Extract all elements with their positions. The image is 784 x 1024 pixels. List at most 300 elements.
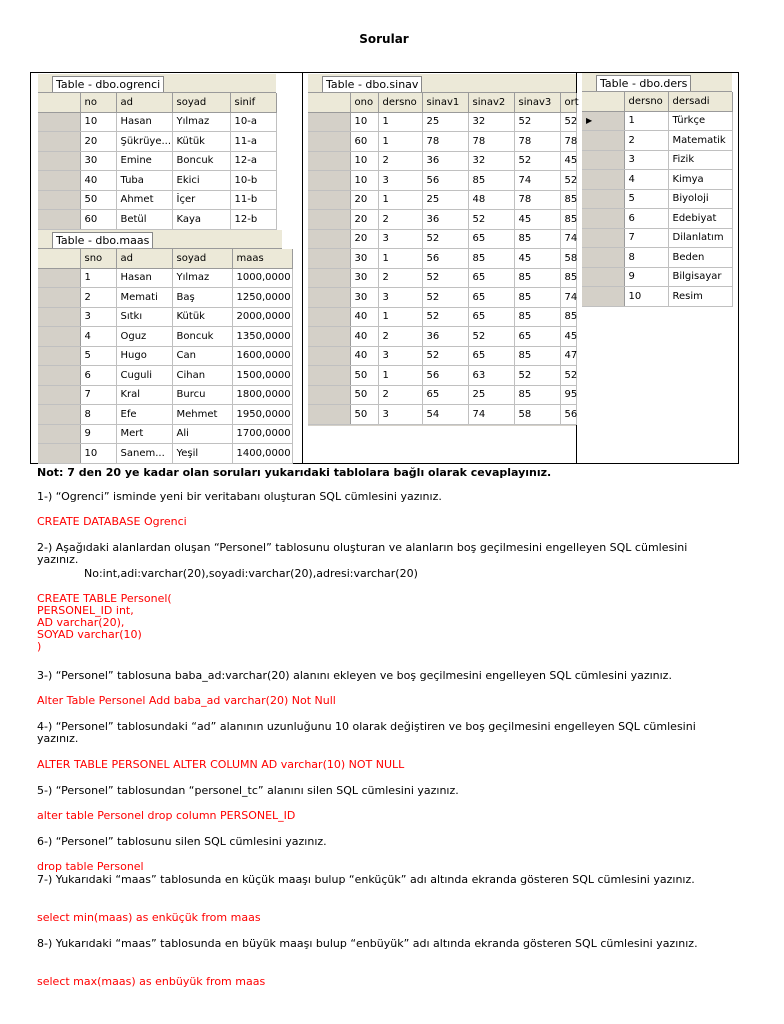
row-selector[interactable]: [308, 288, 350, 308]
table-cell[interactable]: 12-b: [230, 210, 276, 230]
table-cell[interactable]: 3: [378, 288, 422, 308]
table-cell[interactable]: 10-a: [230, 112, 276, 132]
table-cell[interactable]: 3: [624, 150, 668, 170]
table-cell[interactable]: 85: [514, 346, 560, 366]
table-cell[interactable]: Kütük: [172, 132, 230, 152]
table-row[interactable]: [308, 268, 576, 288]
table-cell[interactable]: Biyoloji: [668, 189, 732, 209]
table-cell[interactable]: Yılmaz: [172, 268, 232, 288]
table-caption: [308, 74, 576, 93]
table-row[interactable]: [38, 112, 276, 132]
table-row[interactable]: [582, 228, 732, 248]
table-row[interactable]: [582, 170, 732, 190]
table-row[interactable]: [308, 366, 576, 386]
table-cell[interactable]: 7: [624, 228, 668, 248]
table-cell[interactable]: Türkçe: [668, 111, 732, 131]
table-cell[interactable]: 10: [350, 171, 378, 191]
table-cell[interactable]: 45: [514, 210, 560, 230]
table-cell[interactable]: 74: [468, 405, 514, 425]
table-cell[interactable]: Yeşil: [172, 444, 232, 464]
row-selector[interactable]: [308, 132, 350, 152]
table-cell[interactable]: 7: [80, 385, 116, 405]
column-header[interactable]: sinav1: [422, 93, 468, 112]
table-cell[interactable]: 52: [422, 288, 468, 308]
table-cell[interactable]: 10: [80, 112, 116, 132]
table-cell[interactable]: 25: [468, 385, 514, 405]
answer-6: drop table Personel: [37, 860, 144, 873]
table-row[interactable]: [38, 327, 292, 347]
table-cell[interactable]: Hasan: [116, 268, 172, 288]
table-cell[interactable]: 2: [378, 210, 422, 230]
row-selector[interactable]: [38, 307, 80, 327]
column-header[interactable]: no: [80, 93, 116, 112]
table-cell[interactable]: Mehmet: [172, 405, 232, 425]
table-cell[interactable]: 85: [514, 229, 560, 249]
header-row: [38, 93, 276, 112]
row-selector[interactable]: [38, 268, 80, 288]
table-cell[interactable]: 52: [422, 268, 468, 288]
table-cell[interactable]: 1250,0000: [232, 288, 292, 308]
table-row[interactable]: [38, 288, 292, 308]
table-cell[interactable]: 2: [378, 151, 422, 171]
table-cell[interactable]: 1: [378, 112, 422, 132]
row-selector[interactable]: [308, 151, 350, 171]
table-cell[interactable]: 3: [378, 405, 422, 425]
row-selector[interactable]: [582, 228, 624, 248]
table-cell[interactable]: 5: [80, 346, 116, 366]
frame-divider: [302, 72, 303, 464]
row-selector[interactable]: [38, 366, 80, 386]
table-cell[interactable]: 10: [350, 112, 378, 132]
table-cell[interactable]: 40: [350, 327, 378, 347]
table-cell[interactable]: 1700,0000: [232, 424, 292, 444]
table-cell[interactable]: 65: [468, 307, 514, 327]
table-cell[interactable]: Şükrüye...: [116, 132, 172, 152]
row-selector[interactable]: [308, 385, 350, 405]
table-cell[interactable]: 5: [624, 189, 668, 209]
table-cell[interactable]: 50: [350, 385, 378, 405]
table-cell[interactable]: 12-a: [230, 151, 276, 171]
table-cell[interactable]: 11-a: [230, 132, 276, 152]
table-cell[interactable]: 48: [468, 190, 514, 210]
table-cell[interactable]: 20: [350, 190, 378, 210]
table-row[interactable]: [308, 288, 576, 308]
table-row[interactable]: [38, 444, 292, 464]
table-row[interactable]: [308, 385, 576, 405]
row-selector[interactable]: [38, 132, 80, 152]
table-cell[interactable]: Can: [172, 346, 232, 366]
row-selector[interactable]: [582, 131, 624, 151]
row-selector[interactable]: [38, 112, 80, 132]
table-cell[interactable]: Baş: [172, 288, 232, 308]
table-cell[interactable]: 20: [350, 210, 378, 230]
table-cell[interactable]: 54: [422, 405, 468, 425]
table-cell[interactable]: 52: [514, 151, 560, 171]
table-cell[interactable]: Kaya: [172, 210, 230, 230]
column-header[interactable]: sno: [80, 249, 116, 268]
table-cell[interactable]: 45: [514, 249, 560, 269]
table-ogrenci: [38, 74, 276, 230]
table-cell[interactable]: 1: [624, 111, 668, 131]
table-cell[interactable]: 40: [80, 171, 116, 191]
table-cell[interactable]: 8: [624, 248, 668, 268]
table-cell[interactable]: 32: [468, 112, 514, 132]
row-selector[interactable]: [38, 288, 80, 308]
table-row[interactable]: [308, 171, 576, 191]
table-cell[interactable]: 52: [560, 112, 576, 132]
column-header[interactable]: sinav3: [514, 93, 560, 112]
table-cell[interactable]: 2: [378, 327, 422, 347]
table-caption: [582, 73, 732, 92]
table-row[interactable]: [308, 112, 576, 132]
table-cell[interactable]: 2: [378, 385, 422, 405]
table-cell[interactable]: 65: [468, 346, 514, 366]
table-row[interactable]: [308, 190, 576, 210]
table-cell[interactable]: 32: [468, 151, 514, 171]
row-selector[interactable]: [38, 210, 80, 230]
table-cell[interactable]: İçer: [172, 190, 230, 210]
table-caption-tab[interactable]: Table - dbo.sinav: [322, 76, 422, 92]
table-cell[interactable]: 85: [560, 210, 576, 230]
table-cell[interactable]: 1: [80, 268, 116, 288]
table-cell[interactable]: 52: [514, 112, 560, 132]
row-selector[interactable]: [308, 346, 350, 366]
table-cell[interactable]: 3: [80, 307, 116, 327]
row-selector[interactable]: [308, 307, 350, 327]
table-cell[interactable]: 78: [468, 132, 514, 152]
question-2-fields: No:int,adi:varchar(20),soyadi:varchar(20),adresi:varchar(20): [84, 567, 418, 580]
table-row[interactable]: [38, 307, 292, 327]
table-cell[interactable]: 1: [378, 366, 422, 386]
table-cell[interactable]: 30: [350, 249, 378, 269]
table-cell[interactable]: 1800,0000: [232, 385, 292, 405]
row-selector[interactable]: [308, 366, 350, 386]
table-row[interactable]: [582, 267, 732, 287]
row-selector[interactable]: [38, 171, 80, 191]
table-cell[interactable]: 52: [422, 346, 468, 366]
table-cell[interactable]: 45: [560, 151, 576, 171]
table-cell[interactable]: 52: [560, 171, 576, 191]
table-cell[interactable]: 60: [350, 132, 378, 152]
table-caption-tab[interactable]: Table - dbo.ders: [596, 75, 691, 91]
table-cell[interactable]: 74: [560, 229, 576, 249]
row-selector[interactable]: [582, 248, 624, 268]
table-ders: [582, 73, 732, 307]
table-cell[interactable]: 2: [378, 268, 422, 288]
row-selector[interactable]: [308, 249, 350, 269]
table-cell[interactable]: 6: [80, 366, 116, 386]
table-cell[interactable]: 9: [80, 424, 116, 444]
table-cell[interactable]: 3: [378, 346, 422, 366]
table-row[interactable]: [308, 210, 576, 230]
table-cell[interactable]: 10: [80, 444, 116, 464]
table-cell[interactable]: Boncuk: [172, 151, 230, 171]
table-cell[interactable]: 74: [514, 171, 560, 191]
table-row[interactable]: [38, 366, 292, 386]
table-row[interactable]: [38, 268, 292, 288]
table-cell[interactable]: Resim: [668, 287, 732, 307]
table-cell[interactable]: 47: [560, 346, 576, 366]
table-cell[interactable]: Ekici: [172, 171, 230, 191]
table-cell[interactable]: 6: [624, 209, 668, 229]
question-7: 7-) Yukarıdaki “maas” tablosunda en küçük maaşı bulup “enküçük” adı altında ekranda gösteren SQL cümlesini yazınız.: [37, 873, 695, 886]
table-cell[interactable]: 52: [422, 229, 468, 249]
table-cell[interactable]: 1600,0000: [232, 346, 292, 366]
table-cell[interactable]: 11-b: [230, 190, 276, 210]
table-cell[interactable]: 85: [560, 307, 576, 327]
table-row[interactable]: [308, 249, 576, 269]
data-grid: [38, 249, 293, 464]
table-cell[interactable]: 58: [560, 249, 576, 269]
row-selector-header: [38, 249, 80, 268]
table-row[interactable]: [582, 111, 732, 131]
table-cell[interactable]: 30: [80, 151, 116, 171]
table-cell[interactable]: Kral: [116, 385, 172, 405]
table-cell[interactable]: Cihan: [172, 366, 232, 386]
table-row[interactable]: [308, 229, 576, 249]
column-header[interactable]: ad: [116, 93, 172, 112]
table-row[interactable]: [308, 405, 576, 425]
table-cell[interactable]: 85: [560, 190, 576, 210]
column-header[interactable]: sinav2: [468, 93, 514, 112]
row-selector[interactable]: [38, 327, 80, 347]
table-cell[interactable]: 1: [378, 132, 422, 152]
table-cell[interactable]: Sıtkı: [116, 307, 172, 327]
table-cell[interactable]: Sanem...: [116, 444, 172, 464]
data-grid: [308, 93, 577, 425]
table-row[interactable]: [38, 171, 276, 191]
table-cell[interactable]: 58: [514, 405, 560, 425]
table-cell[interactable]: 1: [378, 307, 422, 327]
table-cell[interactable]: Bilgisayar: [668, 267, 732, 287]
row-selector[interactable]: [38, 424, 80, 444]
table-cell[interactable]: 10: [350, 151, 378, 171]
column-header[interactable]: ort: [560, 93, 576, 112]
table-cell[interactable]: 56: [560, 405, 576, 425]
table-cell[interactable]: Tuba: [116, 171, 172, 191]
row-selector[interactable]: [38, 405, 80, 425]
table-cell[interactable]: 85: [468, 171, 514, 191]
table-cell[interactable]: 85: [514, 288, 560, 308]
row-selector[interactable]: ▶: [582, 111, 624, 131]
table-cell[interactable]: 45: [560, 327, 576, 347]
column-header[interactable]: dersno: [624, 92, 668, 111]
table-cell[interactable]: 3: [378, 229, 422, 249]
table-cell[interactable]: 52: [560, 366, 576, 386]
table-cell[interactable]: 85: [468, 249, 514, 269]
row-selector[interactable]: [308, 210, 350, 230]
table-row[interactable]: [582, 248, 732, 268]
table-cell[interactable]: 1350,0000: [232, 327, 292, 347]
table-cell[interactable]: 3: [378, 171, 422, 191]
table-cell[interactable]: Kütük: [172, 307, 232, 327]
table-cell[interactable]: 78: [560, 132, 576, 152]
table-cell[interactable]: 85: [514, 385, 560, 405]
table-cell[interactable]: 50: [350, 366, 378, 386]
table-cell[interactable]: 1: [378, 190, 422, 210]
table-row[interactable]: [38, 151, 276, 171]
table-cell[interactable]: 65: [468, 268, 514, 288]
table-cell[interactable]: Emine: [116, 151, 172, 171]
table-cell[interactable]: 50: [80, 190, 116, 210]
table-cell[interactable]: 85: [514, 268, 560, 288]
table-cell[interactable]: 40: [350, 346, 378, 366]
table-cell[interactable]: 65: [514, 327, 560, 347]
table-row[interactable]: [308, 151, 576, 171]
table-cell[interactable]: Beden: [668, 248, 732, 268]
table-cell[interactable]: Dilanlatım: [668, 228, 732, 248]
table-row[interactable]: [308, 132, 576, 152]
table-cell[interactable]: Kimya: [668, 170, 732, 190]
table-cell[interactable]: Oguz: [116, 327, 172, 347]
table-cell[interactable]: 36: [422, 210, 468, 230]
row-selector[interactable]: [582, 287, 624, 307]
row-selector[interactable]: [38, 151, 80, 171]
table-cell[interactable]: 85: [560, 268, 576, 288]
table-cell[interactable]: 1400,0000: [232, 444, 292, 464]
column-header[interactable]: ono: [350, 93, 378, 112]
table-caption-tab[interactable]: Table - dbo.ogrenci: [52, 76, 164, 92]
table-row[interactable]: [38, 346, 292, 366]
table-cell[interactable]: 1: [378, 249, 422, 269]
row-selector-header: [582, 92, 624, 111]
row-selector[interactable]: [38, 346, 80, 366]
table-cell[interactable]: 36: [422, 327, 468, 347]
table-cell[interactable]: Memati: [116, 288, 172, 308]
table-cell[interactable]: Boncuk: [172, 327, 232, 347]
table-cell[interactable]: Edebiyat: [668, 209, 732, 229]
table-row[interactable]: [308, 307, 576, 327]
table-cell[interactable]: 78: [422, 132, 468, 152]
row-selector[interactable]: [308, 229, 350, 249]
table-cell[interactable]: 78: [514, 190, 560, 210]
row-selector[interactable]: [308, 405, 350, 425]
table-row[interactable]: [582, 150, 732, 170]
column-header[interactable]: soyad: [172, 93, 230, 112]
table-cell[interactable]: 56: [422, 171, 468, 191]
table-cell[interactable]: 2000,0000: [232, 307, 292, 327]
row-selector[interactable]: [582, 267, 624, 287]
table-cell[interactable]: Betül: [116, 210, 172, 230]
table-cell[interactable]: Efe: [116, 405, 172, 425]
table-row[interactable]: [38, 190, 276, 210]
table-row[interactable]: [38, 210, 276, 230]
table-cell[interactable]: 85: [514, 307, 560, 327]
table-cell[interactable]: Fizik: [668, 150, 732, 170]
table-row[interactable]: [38, 132, 276, 152]
row-selector[interactable]: [38, 385, 80, 405]
table-cell[interactable]: 10: [624, 287, 668, 307]
row-selector[interactable]: [308, 112, 350, 132]
table-cell[interactable]: 9: [624, 267, 668, 287]
table-cell[interactable]: 52: [468, 210, 514, 230]
table-cell[interactable]: 63: [468, 366, 514, 386]
table-cell[interactable]: 52: [468, 327, 514, 347]
table-cell[interactable]: 10-b: [230, 171, 276, 191]
table-cell[interactable]: 50: [350, 405, 378, 425]
table-cell[interactable]: 60: [80, 210, 116, 230]
table-cell[interactable]: 40: [350, 307, 378, 327]
row-selector[interactable]: [308, 190, 350, 210]
table-cell[interactable]: 25: [422, 112, 468, 132]
column-header[interactable]: dersadi: [668, 92, 732, 111]
table-cell[interactable]: 56: [422, 249, 468, 269]
table-cell[interactable]: Cuguli: [116, 366, 172, 386]
table-cell[interactable]: 30: [350, 268, 378, 288]
table-cell[interactable]: Matematik: [668, 131, 732, 151]
table-cell[interactable]: 1000,0000: [232, 268, 292, 288]
table-cell[interactable]: Ali: [172, 424, 232, 444]
table-cell[interactable]: 30: [350, 288, 378, 308]
table-row[interactable]: [38, 424, 292, 444]
table-cell[interactable]: Yılmaz: [172, 112, 230, 132]
row-selector[interactable]: [308, 268, 350, 288]
table-cell[interactable]: Ahmet: [116, 190, 172, 210]
table-cell[interactable]: 1950,0000: [232, 405, 292, 425]
table-cell[interactable]: 1500,0000: [232, 366, 292, 386]
column-header[interactable]: ad: [116, 249, 172, 268]
row-selector[interactable]: [582, 189, 624, 209]
table-cell[interactable]: Hugo: [116, 346, 172, 366]
table-row[interactable]: [38, 385, 292, 405]
row-selector[interactable]: [38, 444, 80, 464]
table-cell[interactable]: 8: [80, 405, 116, 425]
table-row[interactable]: [582, 209, 732, 229]
table-row[interactable]: [308, 327, 576, 347]
question-2: 2-) Aşağıdaki alanlardan oluşan “Personel” tablosunu oluşturan ve alanların boş geçilmesini engelleyen SQL cümlesini yazınız.: [37, 541, 688, 566]
table-cell[interactable]: 78: [514, 132, 560, 152]
row-selector[interactable]: [38, 190, 80, 210]
table-row[interactable]: [582, 131, 732, 151]
row-selector[interactable]: [582, 209, 624, 229]
table-cell[interactable]: 65: [422, 385, 468, 405]
table-cell[interactable]: 56: [422, 366, 468, 386]
table-cell[interactable]: Hasan: [116, 112, 172, 132]
header-row: [582, 92, 732, 111]
table-cell[interactable]: Burcu: [172, 385, 232, 405]
table-cell[interactable]: 36: [422, 151, 468, 171]
table-cell[interactable]: 20: [350, 229, 378, 249]
column-header[interactable]: maas: [232, 249, 292, 268]
table-cell[interactable]: 74: [560, 288, 576, 308]
table-cell[interactable]: 65: [468, 288, 514, 308]
table-cell[interactable]: 52: [422, 307, 468, 327]
table-row[interactable]: [582, 287, 732, 307]
table-cell[interactable]: Mert: [116, 424, 172, 444]
table-cell[interactable]: 2: [80, 288, 116, 308]
column-header[interactable]: soyad: [172, 249, 232, 268]
table-row[interactable]: [582, 189, 732, 209]
table-cell[interactable]: 25: [422, 190, 468, 210]
row-selector[interactable]: [582, 150, 624, 170]
table-cell[interactable]: 95: [560, 385, 576, 405]
table-row[interactable]: [308, 346, 576, 366]
row-selector[interactable]: [308, 171, 350, 191]
table-cell[interactable]: 52: [514, 366, 560, 386]
table-row[interactable]: [38, 405, 292, 425]
column-header[interactable]: dersno: [378, 93, 422, 112]
table-cell[interactable]: 2: [624, 131, 668, 151]
table-cell[interactable]: 65: [468, 229, 514, 249]
table-caption-tab[interactable]: Table - dbo.maas: [52, 232, 153, 248]
table-caption: [38, 74, 276, 93]
table-cell[interactable]: 4: [624, 170, 668, 190]
row-selector[interactable]: [308, 327, 350, 347]
column-header[interactable]: sinif: [230, 93, 276, 112]
row-selector[interactable]: [582, 170, 624, 190]
table-cell[interactable]: 20: [80, 132, 116, 152]
table-cell[interactable]: 4: [80, 327, 116, 347]
